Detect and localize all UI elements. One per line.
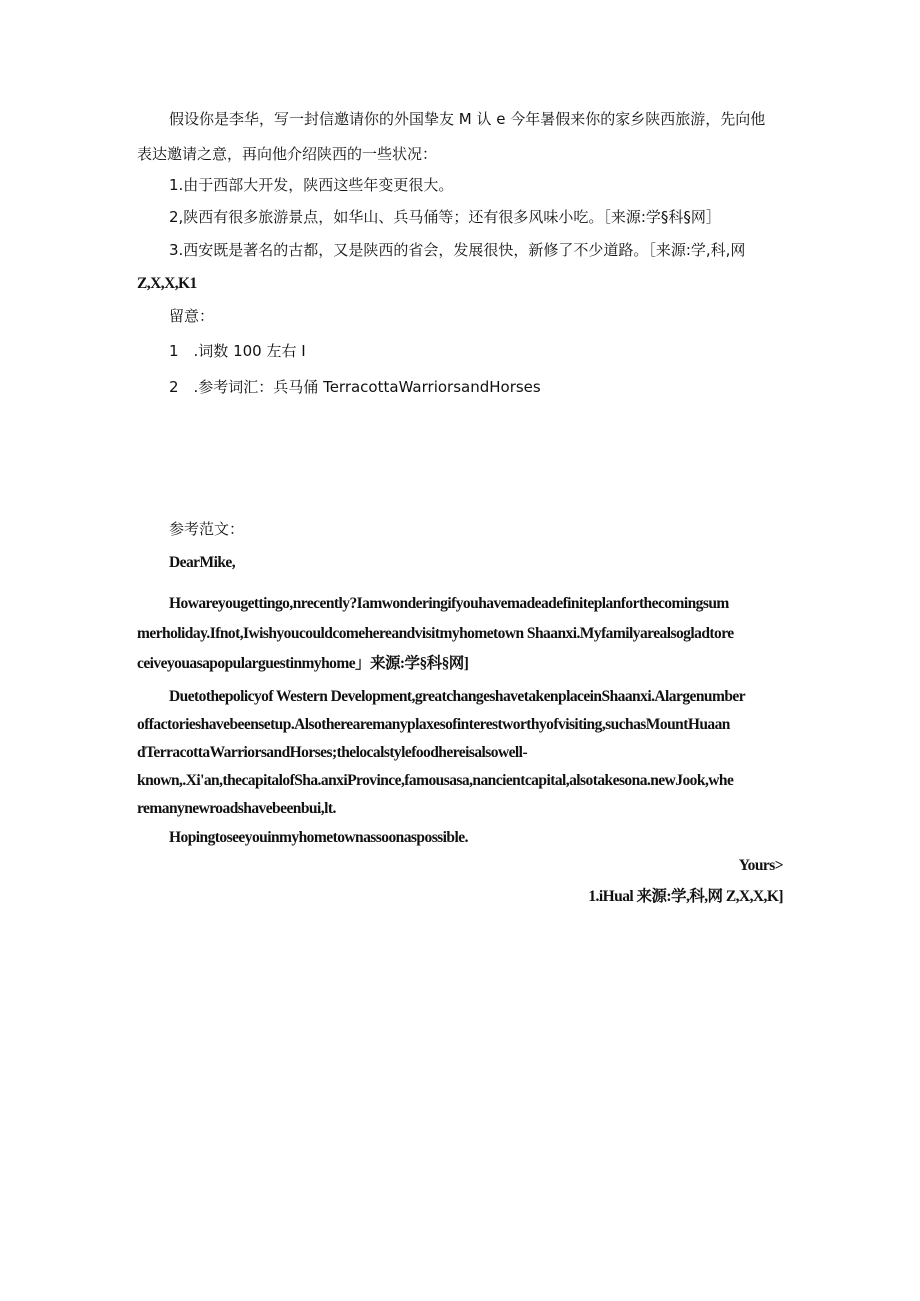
essay-p1-line-2: merholiday.Ifnot,Iwishyoucouldcomehereandvisitmyhometown Shaanxi.Myfamilyarealsogladtore (137, 625, 734, 642)
prompt-item-3-line-2: Z,X,X,K1 (137, 275, 197, 292)
prompt-item-3-line-1: 3.西安既是著名的古都，又是陕西的省会，发展很快，新修了不少道路。［来源:学,科,网 (169, 241, 746, 259)
essay-p2-line-1: Duetothepolicyof Western Development,greatchangeshavetakenplaceinShaanxi.Alargenumber (169, 688, 746, 705)
essay-salutation: DearMike, (169, 554, 236, 571)
essay-p2-line-3: dTerracottaWarriorsandHorses;thelocalstylefoodhereisalsowell- (137, 744, 528, 761)
prompt-intro-line-2: 表达邀请之意，再向他介绍陕西的一些状况： (137, 145, 438, 163)
essay-p3: Hopingtoseeyouinmyhometownassoonaspossible. (169, 829, 468, 846)
essay-p1-line-1: Howareyougettingo,nrecently?Iamwonderingifyouhavemadeadefiniteplanforthecomingsum (169, 595, 729, 612)
essay-p2-line-5: remanynewroadshavebeenbui,lt. (137, 800, 336, 817)
note-1: 1 .词数 100 左右 I (169, 342, 306, 360)
essay-p2-line-2: offactorieshavebeensetup.Alsotherearemanyplaxesofinterestworthyofvisiting,suchasMountHuaan (137, 716, 730, 733)
prompt-intro-line-1: 假设你是李华，写一封信邀请你的外国挚友 M 认 e 今年暑假来你的家乡陕西旅游，先向他 (169, 110, 766, 128)
prompt-item-2: 2,陕西有很多旅游景点，如华山、兵马俑等；还有很多风味小吃。［来源:学§科§网］ (169, 208, 721, 226)
essay-p2-line-4: known,.Xi'an,thecapitalofSha.anxiProvince,famousasa,nancientcapital,alsotakesona.newJook,whe (137, 772, 734, 789)
prompt-item-1: 1.由于西部大开发，陕西这些年变更很大。 (169, 176, 454, 194)
essay-closing: Yours> (738, 857, 783, 874)
essay-p1-line-3: ceiveyouasapopularguestinmyhome」来源:学§科§网] (137, 655, 469, 672)
notes-label: 留意： (169, 307, 215, 325)
note-2: 2 .参考词汇：兵马俑 TerracottaWarriorsandHorses (169, 378, 541, 396)
essay-label: 参考范文： (169, 520, 245, 538)
essay-signature: 1.iHual 来源:学,科,网 Z,X,X,K] (588, 888, 783, 905)
